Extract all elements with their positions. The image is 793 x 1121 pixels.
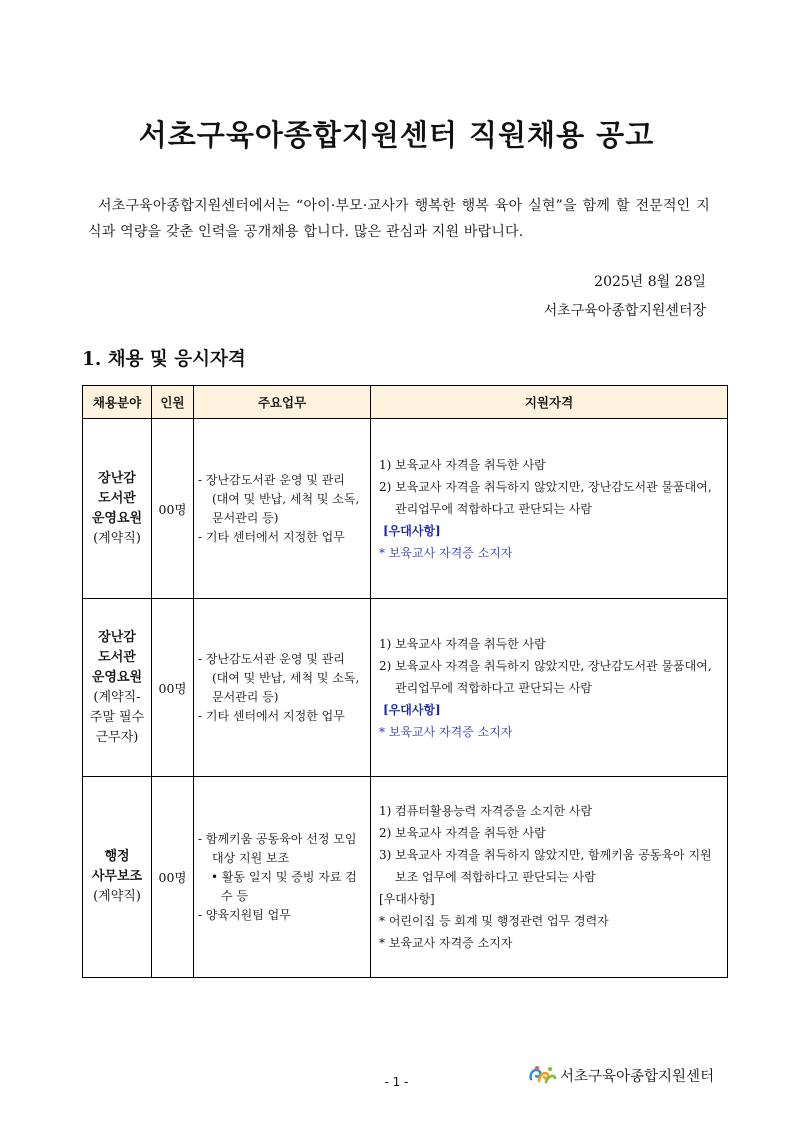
field-type: (계약직) <box>93 889 141 904</box>
header-field: 채용분야 <box>83 386 152 419</box>
duty-item: - 장난감도서관 운영 및 관리 <box>198 472 345 487</box>
duty-item: - 함께키움 공동육아 선정 모임 대상 지원 보조 <box>198 831 357 865</box>
center-logo-text: 서초구육아종합지원센터 <box>560 1068 715 1085</box>
preference-item: * 어린이집 등 회계 및 행정관련 업무 경력자 <box>379 914 609 928</box>
preference-item: * 보육교사 자격증 소지자 <box>379 545 513 560</box>
field-name: 도서관 <box>98 649 136 665</box>
count-cell: 00명 <box>152 419 194 599</box>
header-qualifications: 지원자격 <box>371 386 728 419</box>
preference-item: * 보육교사 자격증 소지자 <box>379 724 513 739</box>
field-name: 장난감 <box>98 470 136 486</box>
issue-block <box>544 268 706 326</box>
field-type: 주말 필수 <box>89 709 145 725</box>
field-name: 운영요원 <box>91 510 143 526</box>
field-name: 장난감 <box>98 629 136 645</box>
field-name: 도서관 <box>98 490 136 506</box>
recruitment-table <box>82 385 728 978</box>
issue-date: 2025년 8월 28일 <box>594 274 706 290</box>
field-name: 행정 <box>104 849 130 864</box>
table-row <box>83 599 728 777</box>
field-type: 근무자) <box>95 729 139 745</box>
duties-cell <box>194 777 371 978</box>
duty-item: - 기타 센터에서 지정한 업무 <box>198 708 345 723</box>
table-row <box>83 777 728 978</box>
qualifications-cell <box>371 599 728 777</box>
field-name: 운영요원 <box>91 669 143 685</box>
qualification-item: 1) 컴퓨터활용능력 자격증을 소지한 사람 <box>379 804 593 818</box>
duty-item: (대여 및 반납, 세척 및 소독, 문서관리 등) <box>212 670 360 704</box>
duties-cell <box>194 599 371 777</box>
duties-cell <box>194 419 371 599</box>
section-title: 1. 채용 및 응시자격 <box>82 349 246 370</box>
header-count: 인원 <box>152 386 194 419</box>
duty-item: - 양육지원팀 업무 <box>198 907 291 922</box>
qualification-item: 2) 보육교사 자격을 취득하지 않았지만, 장난감도서관 물품대여, 관리업무에 적합하다고 판단되는 사람 <box>379 658 712 695</box>
qualification-item: 3) 보육교사 자격을 취득하지 않았지만, 함께키움 공동육아 지원 보조 업무에 적합하다고 판단되는 사람 <box>379 848 712 884</box>
count-cell: 00명 <box>152 599 194 777</box>
preference-label: [우대사항] <box>383 523 441 538</box>
duty-item: • 활동 일지 및 증빙 자료 검수 등 <box>211 869 357 903</box>
table-row <box>83 419 728 599</box>
header-duties: 주요업무 <box>194 386 371 419</box>
page-title: 서초구육아종합지원센터 직원채용 공고 <box>138 118 655 152</box>
field-name: 사무보조 <box>91 869 143 884</box>
preference-label: [우대사항] <box>379 892 435 906</box>
qualifications-cell <box>371 419 728 599</box>
issuer-name: 서초구육아종합지원센터장 <box>543 303 706 319</box>
count-cell: 00명 <box>152 777 194 978</box>
qualification-item: 2) 보육교사 자격을 취득하지 않았지만, 장난감도서관 물품대여, 관리업무에 적합하다고 판단되는 사람 <box>379 479 712 516</box>
field-type: (계약직- <box>93 689 141 705</box>
duty-item: (대여 및 반납, 세척 및 소독, 문서관리 등) <box>212 491 360 525</box>
field-type: (계약직) <box>93 530 141 546</box>
qualifications-cell <box>371 777 728 978</box>
footer-logo <box>528 1064 714 1086</box>
qualification-item: 1) 보육교사 자격을 취득한 사람 <box>379 457 546 472</box>
center-logo-icon <box>528 1064 558 1086</box>
duty-item: - 기타 센터에서 지정한 업무 <box>198 529 345 544</box>
table-header-row <box>83 386 728 419</box>
qualification-item: 2) 보육교사 자격을 취득한 사람 <box>379 826 546 840</box>
intro-paragraph: 서초구육아종합지원센터에서는 “아이·부모·교사가 행복한 행복 육아 실현”을 함께 할 전문적인 지식과 역량을 갖춘 인력을 공개채용 합니다. 많은 관심과 지원 바랍니다. <box>88 198 710 240</box>
field-cell <box>83 599 152 777</box>
field-cell <box>83 419 152 599</box>
duty-item: - 장난감도서관 운영 및 관리 <box>198 651 345 666</box>
preference-label: [우대사항] <box>383 702 441 717</box>
qualification-item: 1) 보육교사 자격을 취득한 사람 <box>379 636 546 651</box>
field-cell <box>83 777 152 978</box>
preference-item: * 보육교사 자격증 소지자 <box>379 936 513 950</box>
page-number: - 1 - <box>384 1075 409 1089</box>
